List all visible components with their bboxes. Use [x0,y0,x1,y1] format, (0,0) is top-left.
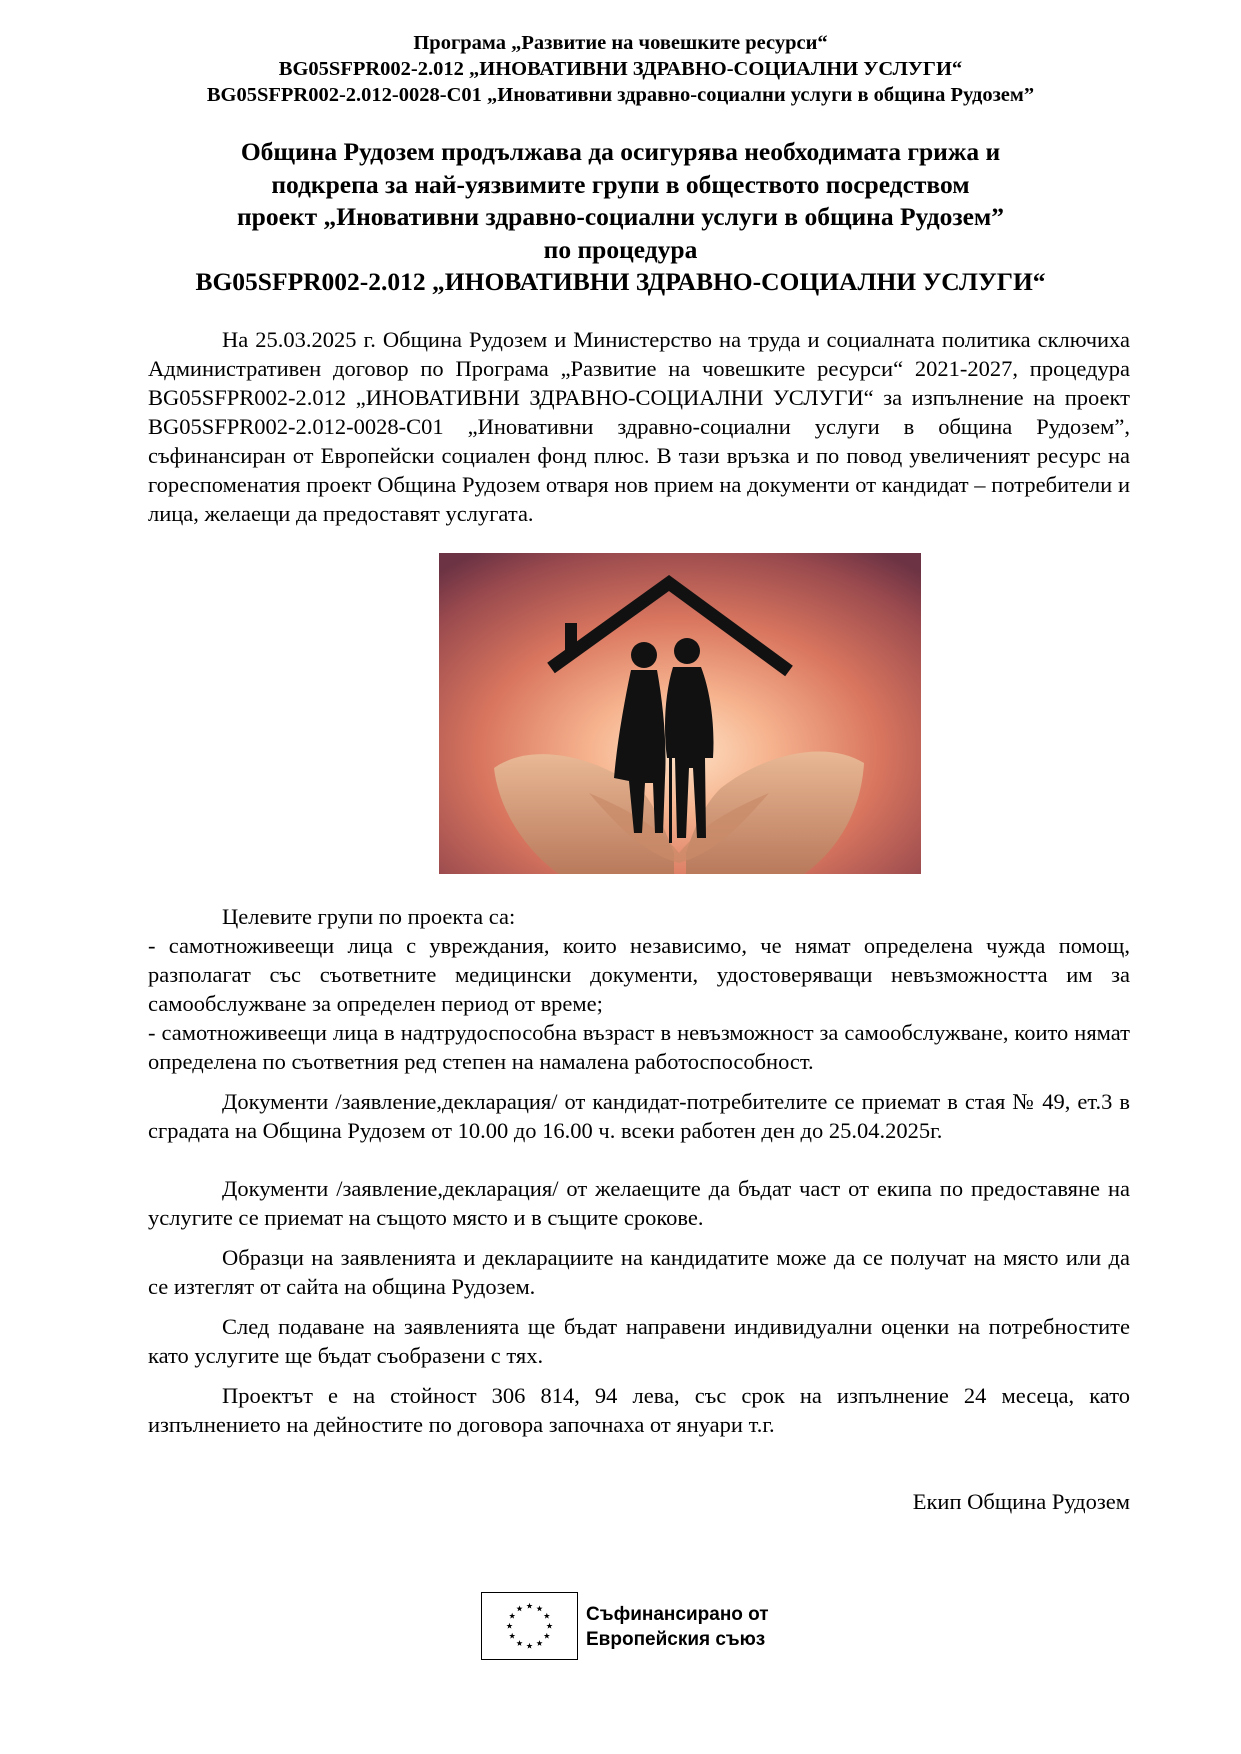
eu-star [536,1640,542,1646]
elderly-care-photo [439,553,921,874]
eu-text-line-1: Съфинансирано от [586,1604,769,1625]
eu-star [526,1643,532,1649]
eu-star [516,1640,522,1646]
signature: Екип Община Рудозем [912,1489,1130,1514]
target-group-1: - самотноживеещи лица с увреждания, които независимо, че нямат определена чужда помощ, разполагат със съответните медицински документи, удостоверяващи невъзможността им за самообслужване за определен период от време; [148,933,1130,1016]
eu-star [516,1605,522,1611]
eu-star [544,1613,550,1619]
title-line-4: по процедура [543,234,698,264]
eu-star [526,1603,532,1609]
intro-paragraph-block [148,325,1130,528]
forms-paragraph: Образци на заявленията и декларациите на кандидатите може да се получат на място или да се изтеглят от сайта на община Рудозем. [148,1245,1130,1299]
eu-star [544,1633,550,1639]
project-code: BG05SFPR002-2.012-0028-С01 „Иновативни здравно-социални услуги в община Рудозем” [206,84,1035,106]
eu-star [509,1633,515,1639]
assessment-block [148,1312,1130,1370]
docs-staff-paragraph: Документи /заявление,декларация/ от желаещите да бъдат част от екипа по предоставяне на услугите се приемат на същото място и в същите срокове. [148,1176,1130,1230]
title-line-2: подкрепа за най-уязвимите групи в обществото посредством [271,169,970,199]
target-groups-heading: Целевите групи по проекта са: [222,904,516,929]
eu-star [536,1605,542,1611]
eu-star [509,1613,515,1619]
docs-users-block [148,1087,1130,1145]
title-line-3: проект „Иновативни здравно-социални услуги в община Рудозем” [236,202,1005,231]
intro-paragraph: На 25.03.2025 г. Община Рудозем и Министерство на труда и социалната политика сключиха Административен договор по Програма „Развитие на човешките ресурси“ 2021-2027, процедура BG05SFPR002-2.012 „ИНОВАТИВНИ ЗДРАВНО-СОЦИАЛНИ УСЛУГИ“ за изпълнение на проект BG05SFPR002-2.012-0028-С01 „Иновативни здравно-социални услуги в община Рудозем”, съфинансиран от Европейски социален фонд плюс. В тази връзка и по повод увеличеният ресурс на гореспоменатия проект Община Рудозем отваря нов прием на документи от кандидат – потребители и лица, желаещи да предоставят услугата. [148,327,1130,526]
program-name: Програма „Развитие на човешките ресурси“ [413,32,828,54]
docs-users-paragraph: Документи /заявление,декларация/ от кандидат-потребителите се приемат в стая № 49, ет.3 в сградата на Община Рудозем от 10.00 до 16.00 ч. всеки работен ден до 25.04.2025г. [148,1089,1130,1143]
announcement-title [0,136,1241,299]
assessment-paragraph: След подаване на заявленията ще бъдат направени индивидуални оценки на потребностите като услугите ще бъдат съобразени с тях. [148,1314,1130,1368]
title-line-1: Община Рудозем продължава да осигурява необходимата грижа и [240,137,1001,166]
project-value-block [148,1381,1130,1439]
target-groups-block [148,902,1130,1076]
procedure-code: BG05SFPR002-2.012 „ИНОВАТИВНИ ЗДРАВНО-СОЦИАЛНИ УСЛУГИ“ [278,58,963,80]
eu-cofunded-logo [481,1592,811,1660]
eu-text-line-2: Европейския съюз [586,1629,766,1650]
target-group-2: - самотноживеещи лица в надтрудоспособна възраст в невъзможност за самообслужване, които нямат определена по съответния ред степен на намалена работоспособност. [148,1020,1130,1074]
eu-star [546,1623,552,1629]
eu-flag-icon [481,1592,578,1660]
forms-block [148,1243,1130,1301]
docs-staff-block [148,1174,1130,1232]
program-header [0,30,1241,108]
title-line-5: BG05SFPR002-2.012 „ИНОВАТИВНИ ЗДРАВНО-СОЦИАЛНИ УСЛУГИ“ [195,267,1046,296]
eu-cofunded-text [586,1602,769,1652]
eu-star [506,1623,512,1629]
project-value-paragraph: Проектът е на стойност 306 814, 94 лева, със срок на изпълнение 24 месеца, като изпълнението на дейностите по договора започнаха от януари т.г. [148,1383,1130,1437]
